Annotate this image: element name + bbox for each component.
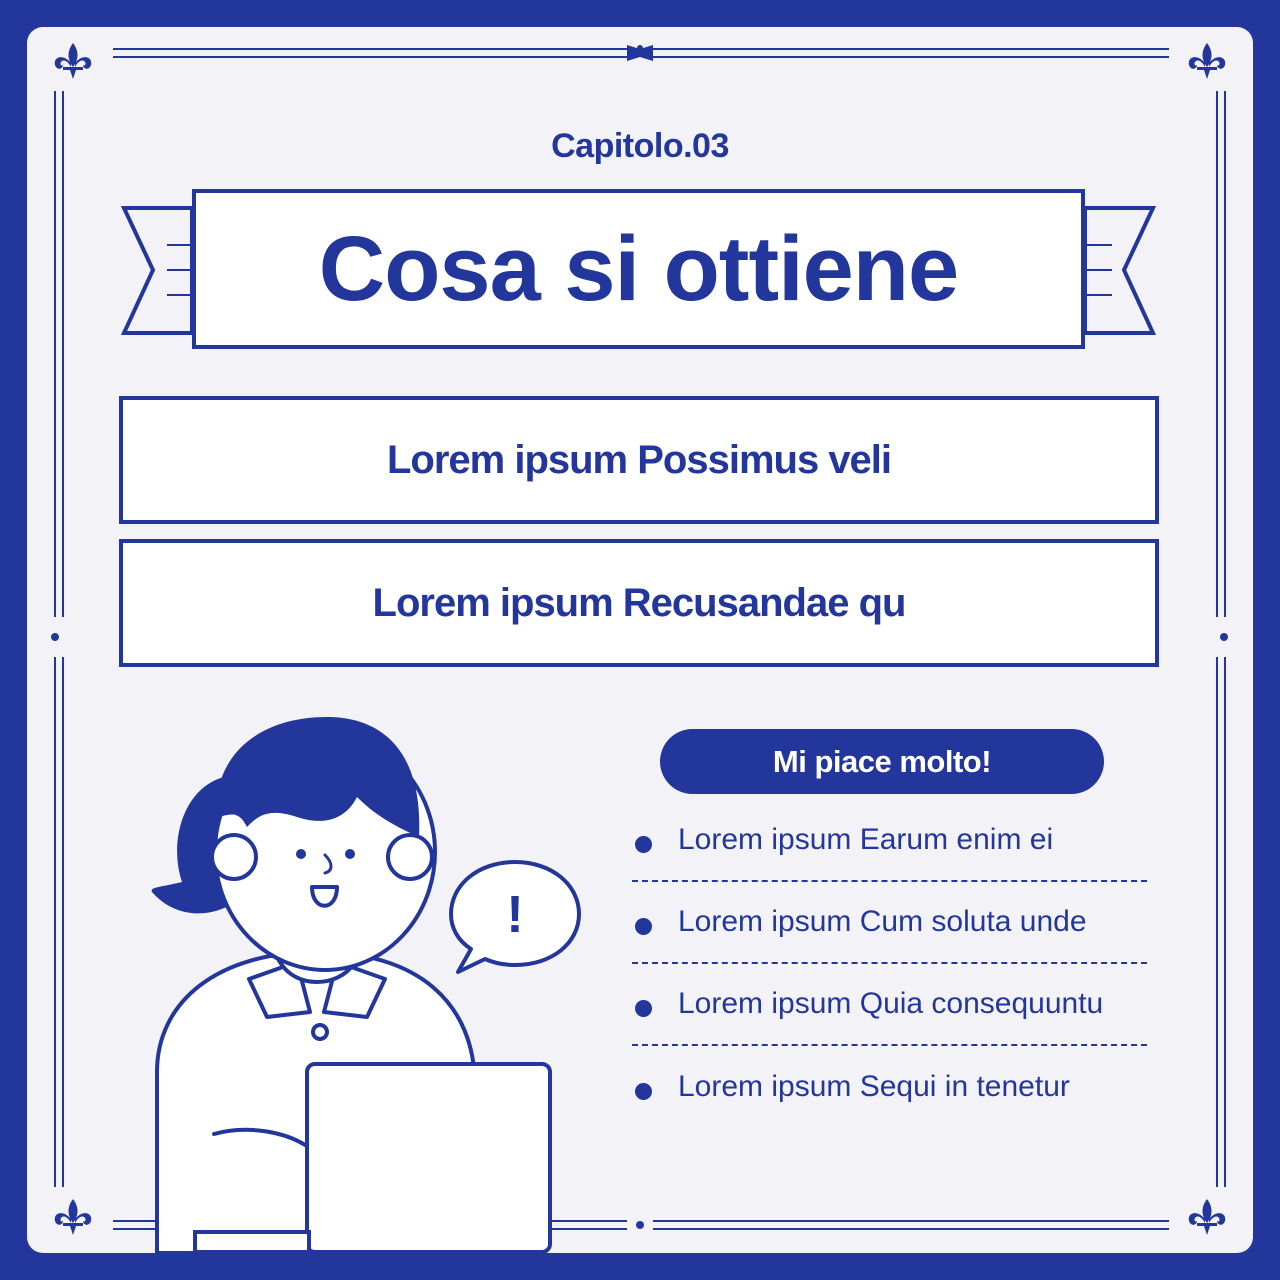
speech-bubble-text: ! <box>506 886 524 944</box>
list-item-text: Lorem ipsum Sequi in tenetur <box>678 1070 1070 1103</box>
list-item-text: Lorem ipsum Quia consequuntu <box>678 987 1104 1020</box>
list-item-text: Lorem ipsum Earum enim ei <box>678 823 1054 856</box>
slide-card <box>27 27 1253 1253</box>
list-item-text: Lorem ipsum Cum soluta unde <box>678 905 1087 938</box>
highlight-bar-1: Lorem ipsum Possimus veli <box>119 396 1159 524</box>
person-with-laptop-illustration <box>27 27 1253 1253</box>
chapter-label: Capitolo.03 <box>551 127 729 165</box>
page-title: Cosa si ottiene <box>318 218 959 320</box>
list-heading-pill: Mi piace molto! <box>660 729 1104 794</box>
highlight-bar-2: Lorem ipsum Recusandae qu <box>119 539 1159 667</box>
